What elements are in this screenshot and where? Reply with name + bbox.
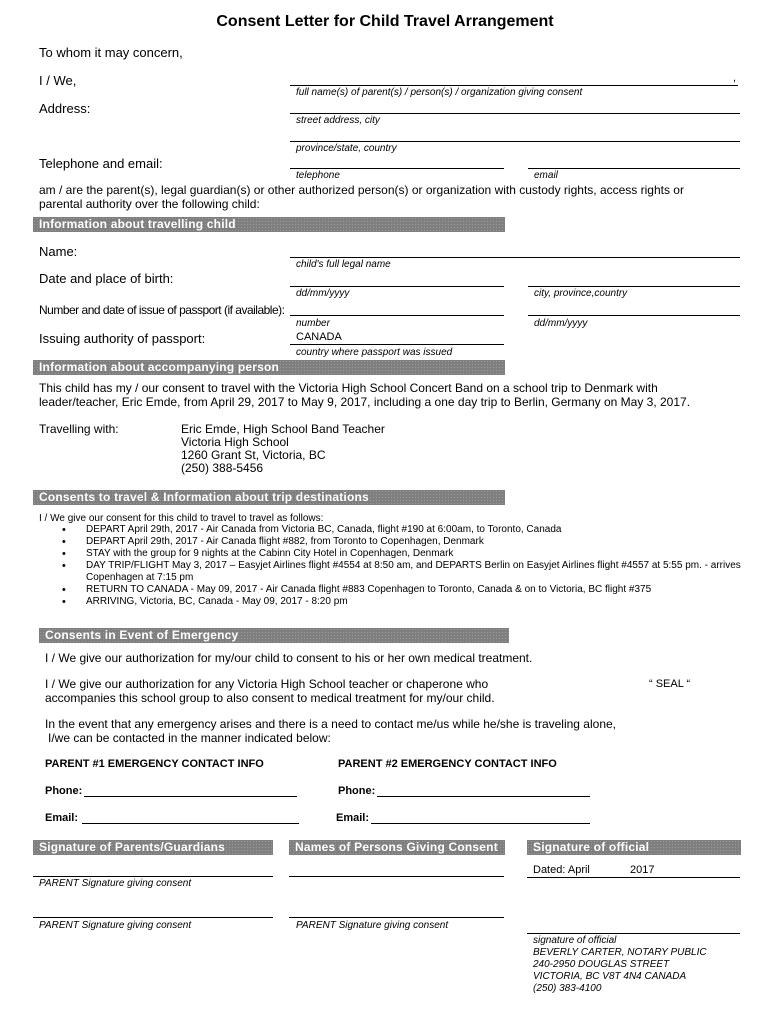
destinations-section-heading: Consents to travel & Information about trip destinations — [33, 490, 505, 505]
official-line-2: BEVERLY CARTER, NOTARY PUBLIC — [533, 947, 707, 958]
passport-number-caption: number — [296, 318, 330, 329]
issuing-authority-label: Issuing authority of passport: — [39, 331, 206, 346]
parent2-email-field[interactable] — [371, 823, 590, 824]
travelling-with-line-1: Eric Emde, High School Band Teacher — [181, 422, 385, 436]
destination-item: • ARRIVING, Victoria, BC, Canada - May 09, 2017 - 8:20 pm — [62, 596, 756, 608]
email-caption: email — [534, 170, 558, 181]
emergency-section-heading: Consents in Event of Emergency — [39, 628, 509, 643]
dob-caption: dd/mm/yyyy — [296, 288, 350, 299]
child-section-heading: Information about travelling child — [33, 217, 505, 232]
parent1-heading: PARENT #1 EMERGENCY CONTACT INFO — [45, 758, 264, 770]
dob-label: Date and place of birth: — [39, 271, 174, 286]
name1-line[interactable] — [289, 876, 504, 877]
consent-giver-label: I / We, — [39, 73, 77, 88]
parent2-phone-field[interactable] — [377, 796, 590, 797]
parent2-signature-line[interactable] — [33, 917, 273, 918]
passport-number-line[interactable] — [290, 315, 504, 316]
parent1-signature-line[interactable] — [33, 876, 273, 877]
destination-item: • STAY with the group for 9 nights at the Cabinn City Hotel in Copenhagen, Denmark — [62, 548, 756, 560]
passport-date-line[interactable] — [528, 315, 740, 316]
contact-label: Telephone and email: — [39, 156, 163, 171]
issuing-authority-caption: country where passport was issued — [296, 347, 453, 358]
email-line[interactable] — [528, 168, 740, 169]
parents-signature-heading: Signature of Parents/Guardians — [33, 840, 273, 855]
parent1-email-label: Email: — [45, 812, 79, 824]
trailing-comma: , — [733, 72, 737, 84]
child-name-caption: child's full legal name — [296, 259, 391, 270]
emergency-paragraph-3-line-2: I/we can be contacted in the manner indicated below: — [48, 731, 331, 745]
page-title: Consent Letter for Child Travel Arrangement — [216, 13, 554, 30]
issuing-authority-value[interactable]: CANADA — [296, 331, 342, 343]
emergency-paragraph-2-line-1: I / We give our authorization for any Victoria High School teacher or chaperone who — [45, 677, 489, 691]
emergency-paragraph-2-line-2: accompanies this school group to also consent to medical treatment for my/our child. — [45, 691, 495, 705]
parent1-phone-label: Phone: — [45, 785, 83, 797]
official-line-1: signature of official — [533, 935, 617, 946]
travelling-with-label: Travelling with: — [39, 422, 119, 436]
birthplace-caption: city, province,country — [534, 288, 628, 299]
emergency-paragraph-1: I / We give our authorization for my/our child to consent to his or her own medical treatment. — [45, 651, 533, 665]
seal-placeholder: “ SEAL “ — [649, 678, 691, 690]
child-name-label: Name: — [39, 244, 78, 259]
official-line-4: VICTORIA, BC V8T 4N4 CANADA — [533, 971, 687, 982]
greeting: To whom it may concern, — [39, 45, 183, 60]
street-address-line[interactable] — [290, 113, 740, 114]
dob-line[interactable] — [290, 286, 504, 287]
telephone-line[interactable] — [290, 168, 504, 169]
birthplace-line[interactable] — [528, 286, 740, 287]
parent1-phone-field[interactable] — [84, 796, 297, 797]
accompanying-section-heading: Information about accompanying person — [33, 360, 505, 375]
issuing-authority-line — [290, 344, 504, 345]
destination-item: • RETURN TO CANADA - May 09, 2017 - Air Canada flight #883 Copenhagen to Toronto, Canada & on to Victoria, BC flight #375 — [62, 584, 756, 596]
province-line[interactable] — [290, 141, 740, 142]
parent2-signature-caption: PARENT Signature giving consent — [39, 920, 192, 931]
parent2-email-label: Email: — [336, 812, 370, 824]
names-consent-heading: Names of Persons Giving Consent — [289, 840, 505, 855]
name2-line[interactable] — [289, 917, 504, 918]
official-signature-line[interactable] — [527, 933, 740, 934]
destinations-intro: I / We give our consent for this child to travel to travel as follows: — [39, 513, 324, 524]
consent-giver-name-line[interactable] — [290, 85, 738, 86]
destination-item: • DAY TRIP/FLIGHT May 3, 2017 – Easyjet Airlines flight #4554 at 8:50 am, and DEPARTS Berlin on Easyjet Airlines flight #4557 at 5:55 pm. - arrives Copenhagen at 7:15 pm — [62, 560, 756, 584]
parent2-phone-label: Phone: — [338, 785, 376, 797]
parent2-heading: PARENT #2 EMERGENCY CONTACT INFO — [338, 758, 557, 770]
custody-statement: am / are the parent(s), legal guardian(s) or other authorized person(s) or organization with custody rights, access rights or parental authority over the following child: — [39, 183, 684, 211]
destination-item: • DEPART April 29th, 2017 - Air Canada flight #882, from Toronto to Copenhagen, Denmark — [62, 536, 756, 548]
child-name-line[interactable] — [290, 257, 740, 258]
street-caption: street address, city — [296, 115, 380, 126]
travelling-with-line-4: (250) 388-5456 — [181, 461, 264, 475]
telephone-caption: telephone — [296, 170, 340, 181]
name2-caption: PARENT Signature giving consent — [296, 920, 449, 931]
official-line-3: 240-2950 DOUGLAS STREET — [533, 959, 670, 970]
province-caption: province/state, country — [296, 143, 397, 154]
passport-label: Number and date of issue of passport (if available): — [39, 303, 285, 317]
accompanying-statement: This child has my / our consent to travel with the Victoria High School Concert Band on a school trip to Denmark with leader/teacher, Eric Emde, from April 29, 2017 to May 9, 2017, including a one day trip to Berlin, Germany on May 3, 2017. — [39, 381, 691, 409]
destinations-list — [62, 524, 756, 608]
parent1-signature-caption: PARENT Signature giving consent — [39, 878, 192, 889]
consent-giver-name-caption: full name(s) of parent(s) / person(s) / organization giving consent — [296, 87, 583, 98]
parent1-email-field[interactable] — [82, 823, 299, 824]
official-line-5: (250) 383-4100 — [533, 983, 602, 994]
official-signature-heading: Signature of official — [527, 840, 741, 855]
dated-year: 2017 — [630, 864, 655, 876]
address-label: Address: — [39, 101, 91, 116]
passport-date-caption: dd/mm/yyyy — [534, 318, 588, 329]
dated-line[interactable] — [527, 877, 740, 878]
travelling-with-line-2: Victoria High School — [181, 435, 289, 449]
travelling-with-line-3: 1260 Grant St, Victoria, BC — [181, 448, 326, 462]
emergency-paragraph-3-line-1: In the event that any emergency arises and there is a need to contact me/us while he/she is traveling alone, — [45, 717, 617, 731]
destination-item: • DEPART April 29th, 2017 - Air Canada from Victoria BC, Canada, flight #190 at 6:00am, to Toronto, Canada — [62, 524, 756, 536]
dated-label: Dated: April — [533, 864, 590, 876]
